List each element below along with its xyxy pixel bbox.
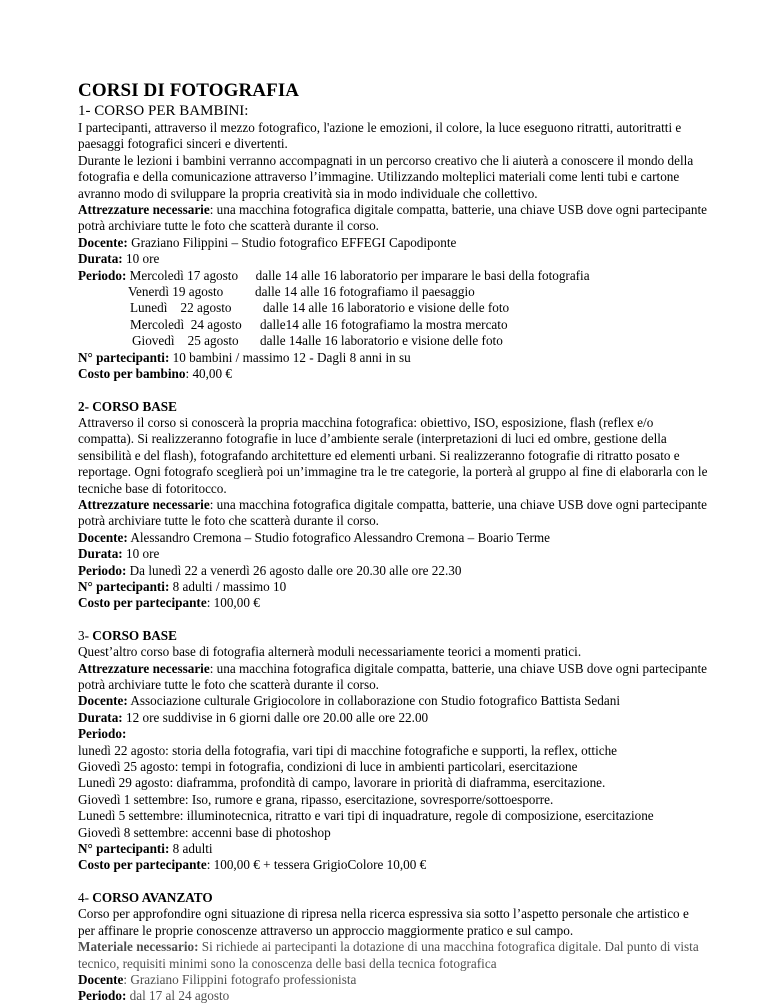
lesson-item: lunedì 22 agosto: storia della fotografia, vari tipi di macchine fotografiche e supporti, la reflex, ottiche <box>78 742 618 758</box>
course-1-schedule <box>78 268 708 350</box>
material-label: Materiale necessario: <box>78 939 199 955</box>
course-4-material <box>78 939 708 972</box>
schedule-day: Venerdì 19 agosto <box>128 284 224 300</box>
course-2-participants <box>78 579 708 595</box>
lesson-item: Giovedì 8 settembre: accenni base di photoshop <box>78 824 331 840</box>
participants-label: N° partecipanti: <box>78 841 170 857</box>
teacher-text: Associazione culturale Grigiocolore in collaborazione con Studio fotografico Battista Sedani <box>127 693 620 709</box>
schedule-desc: dalle 14 alle 16 laboratorio e visione delle foto <box>263 300 510 316</box>
cost-label: Costo per partecipante <box>78 595 207 611</box>
teacher-label: Docente: <box>78 529 128 545</box>
course-4-description: Corso per approfondire ogni situazione di ripresa nella ricerca espressiva sia sotto l’aspetto personale che artistico e per affinare le proprie conoscenze attraverso un approccio maggiormente pratico e sul campo. <box>78 906 689 938</box>
course-1-description-2: Durante le lezioni i bambini verranno accompagnati in un percorso creativo che li aiuterà a conoscere il mondo della fotografia e della comunicazione attraverso l’immagine. Utilizzando molteplici materiali come lenti tubi e cartone avranno modo di sviluppare la propria creatività sia in modo individuale che collettivo. <box>78 152 694 201</box>
course-1-description: I partecipanti, attraverso il mezzo fotografico, l'azione le emozioni, il colore, la luce eseguono ritratti, autoritratti e paesaggi fotografici sinceri e divertenti. <box>78 120 682 152</box>
spacer <box>78 383 708 399</box>
teacher-text: : Graziano Filippini fotografo professionista <box>123 971 357 987</box>
equipment-label: Attrezzature necessarie <box>78 660 210 676</box>
cost-text: : 100,00 € + tessera GrigioColore 10,00 € <box>206 857 427 873</box>
lesson-item: Giovedì 25 agosto: tempi in fotografia, condizioni di luce in ambienti particolari, esercitazione <box>78 759 578 775</box>
cost-text: : 100,00 € <box>206 595 260 611</box>
course-2-cost <box>78 595 708 611</box>
period-label: Periodo: <box>78 988 127 1004</box>
course-2-description: Attraverso il corso si conoscerà la propria macchina fotografica: obiettivo, ISO, esposizione, flash (reflex e/o compatta). Si realizzeranno fotografie in luce d’ambiente serale (interpretazioni di luci ed ombre, gestione della sensibilità e del flash), fotografando architetture ed elementi urbani. Si realizzeranno fotografie di ritratto posato e reportage. Ogni fotografo sceglierà poi un’immagine tra le tre categorie, la porterà al gruppo al fine di elaborarla con le tecniche base di fotoritocco. <box>78 414 708 496</box>
schedule-day: Lunedì 22 agosto <box>130 300 232 316</box>
course-3-duration <box>78 710 708 726</box>
participants-label: N° partecipanti: <box>78 578 170 594</box>
duration-text: 12 ore suddivise in 6 giorni dalle ore 20.00 alle ore 22.00 <box>122 709 429 725</box>
course-3-teacher <box>78 693 708 709</box>
duration-label: Durata: <box>78 546 123 562</box>
course-3-description: Quest’altro corso base di fotografia alternerà moduli necessariamente teorici a momenti pratici. <box>78 644 582 660</box>
teacher-label: Docente: <box>78 693 128 709</box>
equipment-label: Attrezzature necessarie <box>78 202 210 218</box>
course-3-heading <box>78 628 708 644</box>
schedule-row <box>78 268 708 284</box>
heading-number: 4- <box>78 889 93 905</box>
lesson-item: Giovedì 1 settembre: Iso, rumore e grana, ripasso, esercitazione, sovresporre/sottoesporre. <box>78 791 554 807</box>
course-2-teacher <box>78 530 708 546</box>
schedule-row <box>78 333 708 349</box>
participants-text: 8 adulti <box>169 841 213 857</box>
duration-label: Durata: <box>78 251 123 267</box>
teacher-text: Graziano Filippini – Studio fotografico EFFEGI Capodiponte <box>127 234 457 250</box>
course-2-duration <box>78 546 708 562</box>
heading-title: CORSO AVANZATO <box>92 889 213 905</box>
participants-label: N° partecipanti: <box>78 349 170 365</box>
course-2-heading: 2- CORSO BASE <box>78 398 177 414</box>
course-3-cost <box>78 857 708 873</box>
heading-number: 3- <box>78 627 93 643</box>
schedule-row <box>78 317 708 333</box>
period-text: Da lunedì 22 a venerdì 26 agosto dalle ore 20.30 alle ore 22.30 <box>126 562 462 578</box>
heading-title: CORSO BASE <box>92 627 177 643</box>
course-3-equipment <box>78 661 708 694</box>
schedule-desc: dalle 14 alle 16 fotografiamo il paesaggio <box>255 284 475 300</box>
course-1-participants <box>78 350 708 366</box>
course-4-section <box>78 890 708 1005</box>
page-title: CORSI DI FOTOGRAFIA <box>78 80 300 101</box>
duration-text: 10 ore <box>122 251 160 267</box>
teacher-text: Alessandro Cremona – Studio fotografico Alessandro Cremona – Boario Terme <box>127 529 551 545</box>
document-page <box>78 80 708 1005</box>
participants-text: 10 bambini / massimo 12 - Dagli 8 anni in su <box>169 349 411 365</box>
material-text: Si richiede ai partecipanti la dotazione di una macchina fotografica digitale. Dal punto di vista tecnico, requisiti minimi sono la conoscenza delle basi della tecnica fotografica <box>78 939 699 971</box>
lesson-item: Lunedì 29 agosto: diaframma, profondità di campo, lavorare in priorità di diaframma, esercitazione. <box>78 775 606 791</box>
spacer <box>78 874 708 890</box>
equipment-text: : una macchina fotografica digitale compatta, batterie, una chiave USB dove ogni partecipante potrà archiviare tutte le foto che scatterà durante il corso. <box>78 202 707 234</box>
course-1-heading: 1- CORSO PER BAMBINI: <box>78 103 249 119</box>
schedule-day: Mercoledì 24 agosto <box>130 316 242 332</box>
equipment-text: : una macchina fotografica digitale compatta, batterie, una chiave USB dove ogni partecipante potrà archiviare tutte le foto che scatterà durante il corso. <box>78 496 707 529</box>
equipment-label: Attrezzature necessarie <box>78 496 210 512</box>
period-text: dal 17 al 24 agosto <box>126 988 230 1004</box>
duration-label: Durata: <box>78 709 123 725</box>
duration-text: 10 ore <box>122 546 160 562</box>
schedule-row <box>78 300 708 316</box>
course-3-section <box>78 628 708 874</box>
course-4-teacher <box>78 972 708 988</box>
lesson-item: Lunedì 5 settembre: illuminotecnica, ritratto e vari tipi di inquadrature, regole di composizione, esercitazione <box>78 808 654 824</box>
schedule-desc: dalle14 alle 16 fotografiamo la mostra mercato <box>260 316 508 332</box>
teacher-label: Docente <box>78 971 124 987</box>
course-3-participants <box>78 841 708 857</box>
teacher-label: Docente: <box>78 234 128 250</box>
cost-label: Costo per bambino <box>78 366 186 382</box>
course-1-duration <box>78 251 708 267</box>
period-label: Periodo: <box>78 562 127 578</box>
course-4-heading <box>78 890 708 906</box>
course-1-teacher <box>78 235 708 251</box>
course-1-section <box>78 103 708 383</box>
cost-label: Costo per partecipante <box>78 857 207 873</box>
equipment-text: : una macchina fotografica digitale compatta, batterie, una chiave USB dove ogni partecipante potrà archiviare tutte le foto che scatterà durante il corso. <box>78 660 707 692</box>
participants-text: 8 adulti / massimo 10 <box>169 578 287 594</box>
cost-text: : 40,00 € <box>185 366 233 382</box>
schedule-day: Giovedì 25 agosto <box>132 333 239 349</box>
period-label: Periodo: <box>78 267 127 283</box>
spacer <box>78 612 708 628</box>
schedule-row <box>78 284 708 300</box>
schedule-day: Mercoledì 17 agosto <box>129 267 239 283</box>
course-2-equipment <box>78 497 708 530</box>
course-2-period <box>78 563 708 579</box>
course-4-period <box>78 988 708 1004</box>
course-2-section <box>78 399 708 612</box>
course-3-period-label: Periodo: <box>78 726 127 742</box>
course-1-equipment <box>78 202 708 235</box>
schedule-desc: dalle 14alle 16 laboratorio e visione delle foto <box>260 333 503 349</box>
schedule-desc: dalle 14 alle 16 laboratorio per imparare le basi della fotografia <box>255 267 590 283</box>
course-1-cost <box>78 366 708 382</box>
